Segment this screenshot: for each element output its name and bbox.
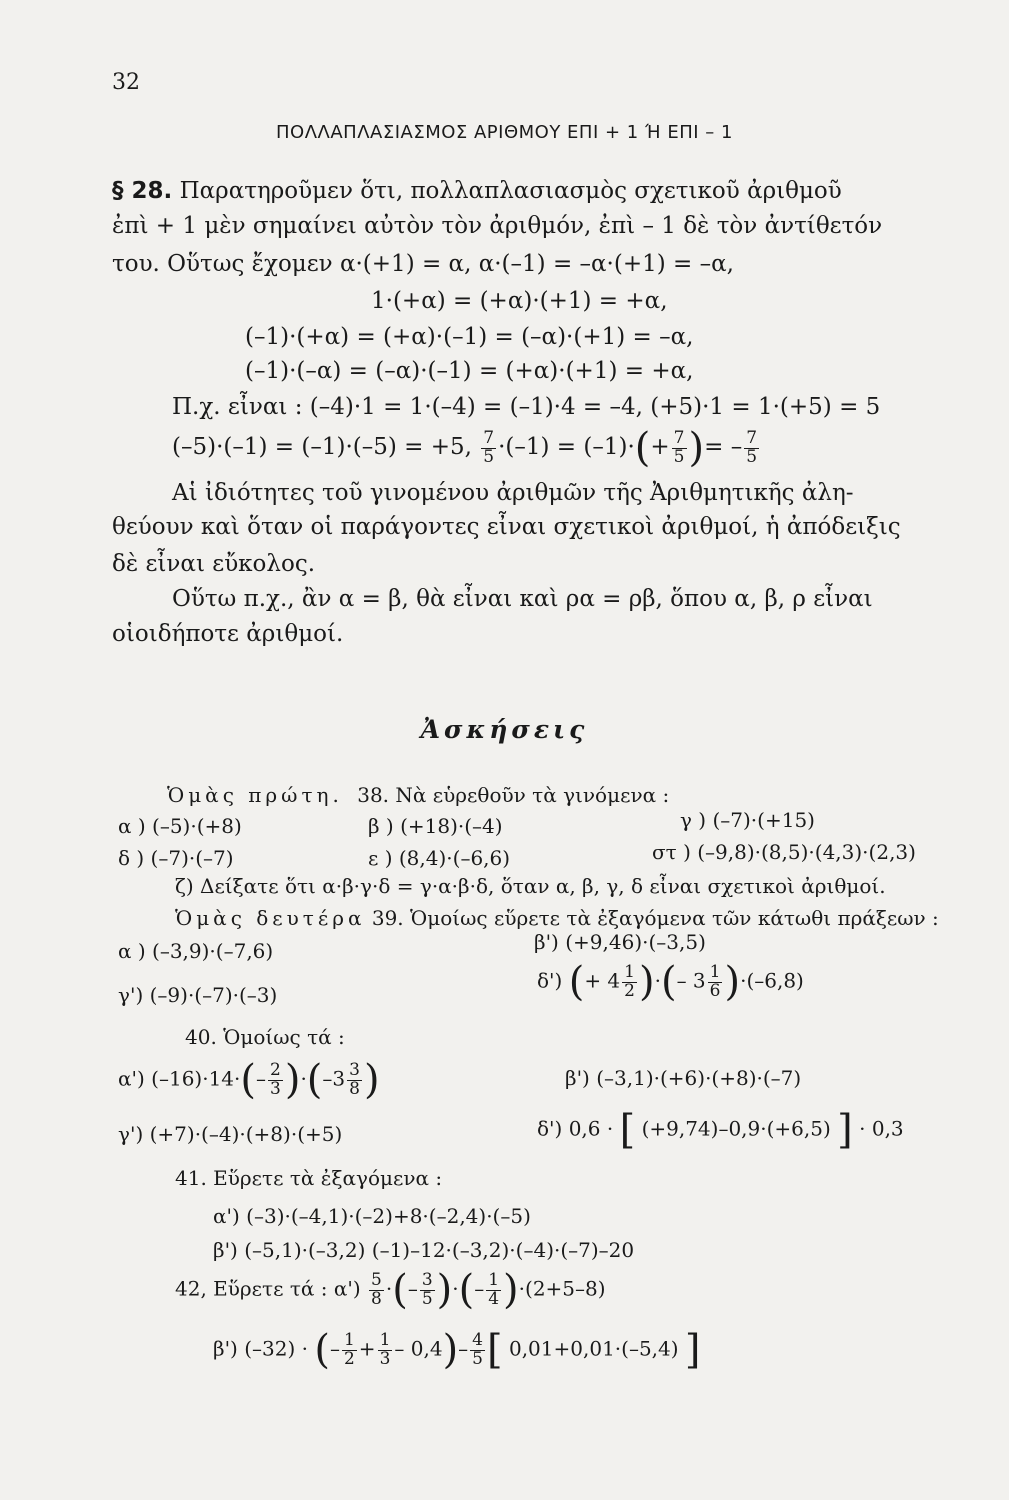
equation-line: (–1)·(+α) = (+α)·(–1) = (–α)·(+1) = –α, <box>245 324 694 350</box>
exercise-item: β') (–32) · (– $\frac{1}{2}$ + $\frac{1}{3}$ – 0,4)– $\frac{4}{5}$ [ 0,01+0,01·(–5,4) ] <box>213 1327 701 1373</box>
exercise-item: α ) (–3,9)·(–7,6) <box>118 939 274 963</box>
fraction: $\frac{1}{3}$ <box>379 1329 391 1369</box>
exercise-line: 40. Ὁμοίως τά : <box>185 1025 345 1049</box>
paragraph-line: του. Οὕτως ἔχομεν α·(+1) = α, α·(–1) = –α·(+1) = –α, <box>112 251 734 277</box>
paragraph-line: Αἱ ἰδιότητες τοῦ γινομένου ἀριθμῶν τῆς Ἀριθμητικῆς ἀλη- <box>172 480 854 506</box>
exercise-text: 0,01+0,01·(–5,4) <box>508 1336 679 1361</box>
exercise-text: · 0,3 <box>859 1116 904 1141</box>
exercise-item: γ') (+7)·(–4)·(+8)·(+5) <box>118 1122 343 1146</box>
fraction: $\frac{1}{2}$ <box>343 1329 355 1369</box>
fraction: $\frac{3}{8}$ <box>349 1059 360 1099</box>
exercise-label: δ') <box>537 968 563 993</box>
exercise-text: ·(2+5–8) <box>518 1276 606 1301</box>
equation-line: 1·(+α) = (+α)·(+1) = +α, <box>371 288 668 314</box>
exercise-text: (+9,74)–0,9·(+6,5) <box>641 1116 831 1141</box>
exercise-line <box>175 906 939 930</box>
exercise-text: α') (–16)·14· <box>118 1066 241 1091</box>
exercise-item: β') (–3,1)·(+6)·(+8)·(–7) <box>565 1066 802 1090</box>
paragraph-line: δὲ εἶναι εὔκολος. <box>112 551 316 577</box>
exercise-item: δ') 0,6 · [ (+9,74)–0,9·(+6,5) ] · 0,3 <box>537 1107 904 1153</box>
equation-part: = – <box>704 434 743 460</box>
exercise-item: β ) (+18)·(–4) <box>368 814 503 838</box>
equation-line: Π.χ. εἶναι : (–4)·1 = 1·(–4) = (–1)·4 = –4, (+5)·1 = 1·(+5) = 5 <box>172 394 881 420</box>
fraction: $\frac{3}{5}$ <box>421 1269 433 1309</box>
fraction: $\frac{7}{5}$ <box>483 427 495 467</box>
exercises-title: Ἀσκήσεις <box>420 715 589 744</box>
paragraph-line <box>112 178 842 204</box>
fraction: $\frac{5}{8}$ <box>371 1269 382 1309</box>
exercise-item: α') (–16)·14·(– $\frac{2}{3}$ )·(–3 $\frac{3}{8}$ ) <box>118 1057 380 1103</box>
exercise-item: α') (–3)·(–4,1)·(–2)+8·(–2,4)·(–5) <box>213 1204 531 1228</box>
exercise-item: α ) (–5)·(+8) <box>118 814 242 838</box>
paragraph-line: ἐπὶ + 1 μὲν σημαίνει αὐτὸν τὸν ἀριθμόν, ἐπὶ – 1 δὲ τὸν ἀντίθετόν <box>112 213 883 239</box>
exercise-item: στ ) (–9,8)·(8,5)·(4,3)·(2,3) <box>652 840 916 864</box>
exercise-item: δ ) (–7)·(–7) <box>118 846 234 870</box>
equation-part: (–5)·(–1) = (–1)·(–5) = +5, <box>172 434 472 460</box>
exercise-item: ζ) Δείξατε ὅτι α·β·γ·δ = γ·α·β·δ, ὅταν α, β, γ, δ εἶναι σχετικοὶ ἀριθμοί. <box>175 874 886 898</box>
fraction: $\frac{1}{2}$ <box>624 961 635 1001</box>
exercise-item: γ ) (–7)·(+15) <box>680 808 815 832</box>
exercise-line: 42, Εὕρετε τά : α') $\frac{5}{8}$ ·(– $\frac{3}{5}$ )·(– $\frac{1}{4}$ )·(2+5–8) <box>175 1267 606 1313</box>
fraction: $\frac{1}{6}$ <box>709 961 721 1001</box>
exercise-item: β') (+9,46)·(–3,5) <box>534 930 706 954</box>
exercise-line: 41. Εὕρετε τὰ ἐξαγόμενα : <box>175 1166 443 1190</box>
paragraph-text: Παρατηροῦμεν ὅτι, πολλαπλασιασμὸς σχετικοῦ ἀριθμοῦ <box>179 178 842 204</box>
exercise-line <box>167 783 669 807</box>
equation-line: (–5)·(–1) = (–1)·(–5) = +5, $\frac{7}{5}$ ·(–1) = (–1)·(+ $\frac{7}{5}$ )= – $\frac{7}{5}$ <box>172 425 758 471</box>
exercise-item: β') (–5,1)·(–3,2) (–1)–12·(–3,2)·(–4)·(–7)–20 <box>213 1238 635 1262</box>
exercise-text: δ') 0,6 · <box>537 1116 614 1141</box>
paragraph-line: θεύουν καὶ ὅταν οἱ παράγοντες εἶναι σχετικοὶ ἀριθμοί, ἡ ἀπόδειξις <box>112 514 901 540</box>
equation-line: (–1)·(–α) = (–α)·(–1) = (+α)·(+1) = +α, <box>245 358 694 384</box>
fraction: $\frac{1}{4}$ <box>488 1269 500 1309</box>
exercise-text: ·(–6,8) <box>740 968 804 993</box>
exercise-text: 42, Εὕρετε τά : α') <box>175 1276 361 1301</box>
exercise-text: 39. Ὁμοίως εὕρετε τὰ ἐξαγόμενα τῶν κάτωθι πράξεων : <box>371 906 939 930</box>
exercise-text: 38. Νὰ εὑρεθοῦν τὰ γινόμενα : <box>357 783 670 807</box>
fraction: $\frac{7}{5}$ <box>673 427 685 467</box>
equation-part: ·(–1) = (–1)· <box>498 434 635 460</box>
group-label: Ὁμὰς δευτέρα <box>175 906 366 930</box>
fraction: $\frac{4}{5}$ <box>472 1329 483 1369</box>
section-heading: ΠΟΛΛΑΠΛΑΣΙΑΣΜΟΣ ΑΡΙΘΜΟΥ ΕΠΙ + 1 Ή ΕΠΙ – 1 <box>276 122 733 143</box>
fraction: $\frac{2}{3}$ <box>270 1059 281 1099</box>
exercise-item: γ') (–9)·(–7)·(–3) <box>118 983 278 1007</box>
section-mark: § 28. <box>112 178 173 204</box>
paragraph-line: οἱοιδήποτε ἀριθμοί. <box>112 621 344 647</box>
exercise-text: β') (–32) · <box>213 1336 308 1361</box>
paragraph-line: Οὕτω π.χ., ἂν α = β, θὰ εἶναι καὶ ρα = ρβ, ὅπου α, β, ρ εἶναι <box>172 586 873 612</box>
page-number: 32 <box>112 70 140 95</box>
fraction: $\frac{7}{5}$ <box>746 427 758 467</box>
group-label: Ὁμὰς πρώτη. <box>167 783 343 807</box>
exercise-item: δ') (+ 4 $\frac{1}{2}$ )·(– 3 $\frac{1}{6}$ )·(–6,8) <box>537 959 804 1005</box>
exercise-item: ε ) (8,4)·(–6,6) <box>368 846 511 870</box>
